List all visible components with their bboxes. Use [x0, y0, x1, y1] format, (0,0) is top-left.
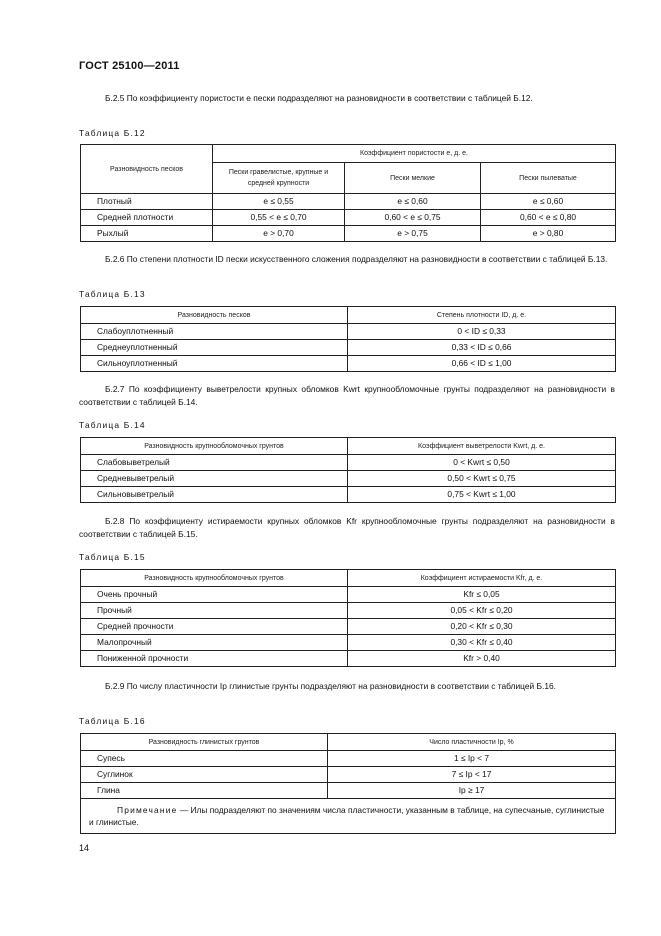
- table-row: [81, 487, 616, 503]
- table-row: [81, 210, 616, 226]
- row-label: Слабоуплотненный: [81, 324, 348, 340]
- cell-value: e > 0,75: [345, 226, 481, 242]
- paragraph-b26: Б.2.6 По степени плотности ID пески искусственного сложения подразделяют на разновидности в соответствии с таблицей Б.13.: [105, 254, 608, 264]
- cell-value: e ≤ 0,60: [345, 194, 481, 210]
- row-label: Суглинок: [81, 767, 328, 783]
- row-label: Средней плотности: [81, 210, 213, 226]
- table-b12-sub2: Пески мелкие: [345, 163, 481, 194]
- cell-value: e ≤ 0,55: [213, 194, 345, 210]
- page-number: 14: [79, 843, 90, 853]
- table-b15: [80, 569, 616, 667]
- cell-value: 0 < ID ≤ 0,33: [348, 324, 616, 340]
- cell-value: Kfr > 0,40: [348, 651, 616, 667]
- cell-value: 0,33 < ID ≤ 0,66: [348, 340, 616, 356]
- table-b14-col0: Разновидность крупнообломочных грунтов: [81, 438, 348, 455]
- table-b15-col0: Разновидность крупнообломочных грунтов: [81, 570, 348, 587]
- cell-value: e > 0,70: [213, 226, 345, 242]
- cell-value: 0,55 < e ≤ 0,70: [213, 210, 345, 226]
- cell-value: 0 < Kwrt ≤ 0,50: [348, 455, 616, 471]
- cell-value: Kfr ≤ 0,05: [348, 587, 616, 603]
- table-b16-col0: Разновидность глинистых грунтов: [81, 734, 328, 751]
- cell-value: 0,66 < ID ≤ 1,00: [348, 356, 616, 372]
- document-header: ГОСТ 25100—2011: [79, 60, 180, 72]
- cell-value: 0,50 < Kwrt ≤ 0,75: [348, 471, 616, 487]
- row-label: Глина: [81, 783, 328, 799]
- cell-value: 0,30 < Kfr ≤ 0,40: [348, 635, 616, 651]
- cell-value: 0,75 < Kwrt ≤ 1,00: [348, 487, 616, 503]
- row-label: Сильноуплотненный: [81, 356, 348, 372]
- table-row: [81, 783, 616, 799]
- table-row: [81, 587, 616, 603]
- table-b15-col1: Коэффициент истираемости Kfr, д. е.: [348, 570, 616, 587]
- table-b12-col0: Разновидность песков: [81, 145, 213, 194]
- table-b12-sub1: Пески гравелистые, крупные и средней крупности: [213, 163, 345, 194]
- cell-value: e > 0,80: [481, 226, 616, 242]
- table-b12-group-header: Коэффициент пористости e, д. е.: [213, 145, 616, 163]
- table-b15-caption: Таблица Б.15: [79, 552, 146, 562]
- table-b16-note: [81, 799, 616, 834]
- row-label: Сильновыветрелый: [81, 487, 348, 503]
- table-row: [81, 471, 616, 487]
- table-row: [81, 356, 616, 372]
- table-row: [81, 603, 616, 619]
- cell-value: 1 ≤ Ip < 7: [328, 751, 616, 767]
- table-b13-col0: Разновидность песков: [81, 307, 348, 324]
- table-b12: [80, 144, 616, 242]
- table-b14-caption: Таблица Б.14: [79, 420, 146, 430]
- note-label: Примечание: [117, 805, 178, 815]
- paragraph-b27: Б.2.7 По коэффициенту выветрелости крупных обломков Kwrt крупнообломочные грунты подразделяют на разновидности в соответствии с таблицей Б.14.: [79, 384, 615, 407]
- cell-value: 0,60 < e ≤ 0,80: [481, 210, 616, 226]
- table-b14-col1: Коэффициент выветрелости Kwrt, д. е.: [348, 438, 616, 455]
- row-label: Слабовыветрелый: [81, 455, 348, 471]
- table-b16: [80, 733, 616, 834]
- cell-value: 0,05 < Kfr ≤ 0,20: [348, 603, 616, 619]
- paragraph-b25: Б.2.5 По коэффициенту пористости e пески подразделяют на разновидности в соответствии с таблицей Б.12.: [105, 93, 533, 103]
- row-label: Плотный: [81, 194, 213, 210]
- table-row: [81, 324, 616, 340]
- row-label: Супесь: [81, 751, 328, 767]
- table-row: [81, 340, 616, 356]
- table-b16-caption: Таблица Б.16: [79, 716, 146, 726]
- row-label: Среднеуплотненный: [81, 340, 348, 356]
- cell-value: e ≤ 0,60: [481, 194, 616, 210]
- table-row: [81, 635, 616, 651]
- cell-value: 7 ≤ Ip < 17: [328, 767, 616, 783]
- table-b12-sub3: Пески пылеватые: [481, 163, 616, 194]
- table-row: [81, 619, 616, 635]
- row-label: Средневыветрелый: [81, 471, 348, 487]
- row-label: Рыхлый: [81, 226, 213, 242]
- cell-value: 0,60 < e ≤ 0,75: [345, 210, 481, 226]
- row-label: Пониженной прочности: [81, 651, 348, 667]
- note-text: — Илы подразделяют по значениям числа пластичности, указанным в таблице, на супесчаные, суглинистые и глинистые.: [89, 805, 605, 827]
- table-row: [81, 767, 616, 783]
- table-row: [81, 651, 616, 667]
- table-b13: [80, 306, 616, 372]
- row-label: Малопрочный: [81, 635, 348, 651]
- paragraph-b29: Б.2.9 По числу пластичности Ip глинистые грунты подразделяют на разновидности в соответствии с таблицей Б.16.: [105, 681, 556, 691]
- table-row: [81, 751, 616, 767]
- row-label: Прочный: [81, 603, 348, 619]
- cell-value: Ip ≥ 17: [328, 783, 616, 799]
- table-b13-col1: Степень плотности ID, д. е.: [348, 307, 616, 324]
- paragraph-b28: Б.2.8 По коэффициенту истираемости крупных обломков Kfr крупнообломочные грунты подразделяют на разновидности в соответствии с таблицей Б.15.: [79, 516, 615, 539]
- table-b14: [80, 437, 616, 503]
- table-row: [81, 455, 616, 471]
- row-label: Средней прочности: [81, 619, 348, 635]
- table-b13-caption: Таблица Б.13: [79, 289, 146, 299]
- table-row: [81, 226, 616, 242]
- cell-value: 0,20 < Kfr ≤ 0,30: [348, 619, 616, 635]
- row-label: Очень прочный: [81, 587, 348, 603]
- table-b16-col1: Число пластичности Ip, %: [328, 734, 616, 751]
- table-b12-caption: Таблица Б.12: [79, 128, 146, 138]
- table-row: [81, 194, 616, 210]
